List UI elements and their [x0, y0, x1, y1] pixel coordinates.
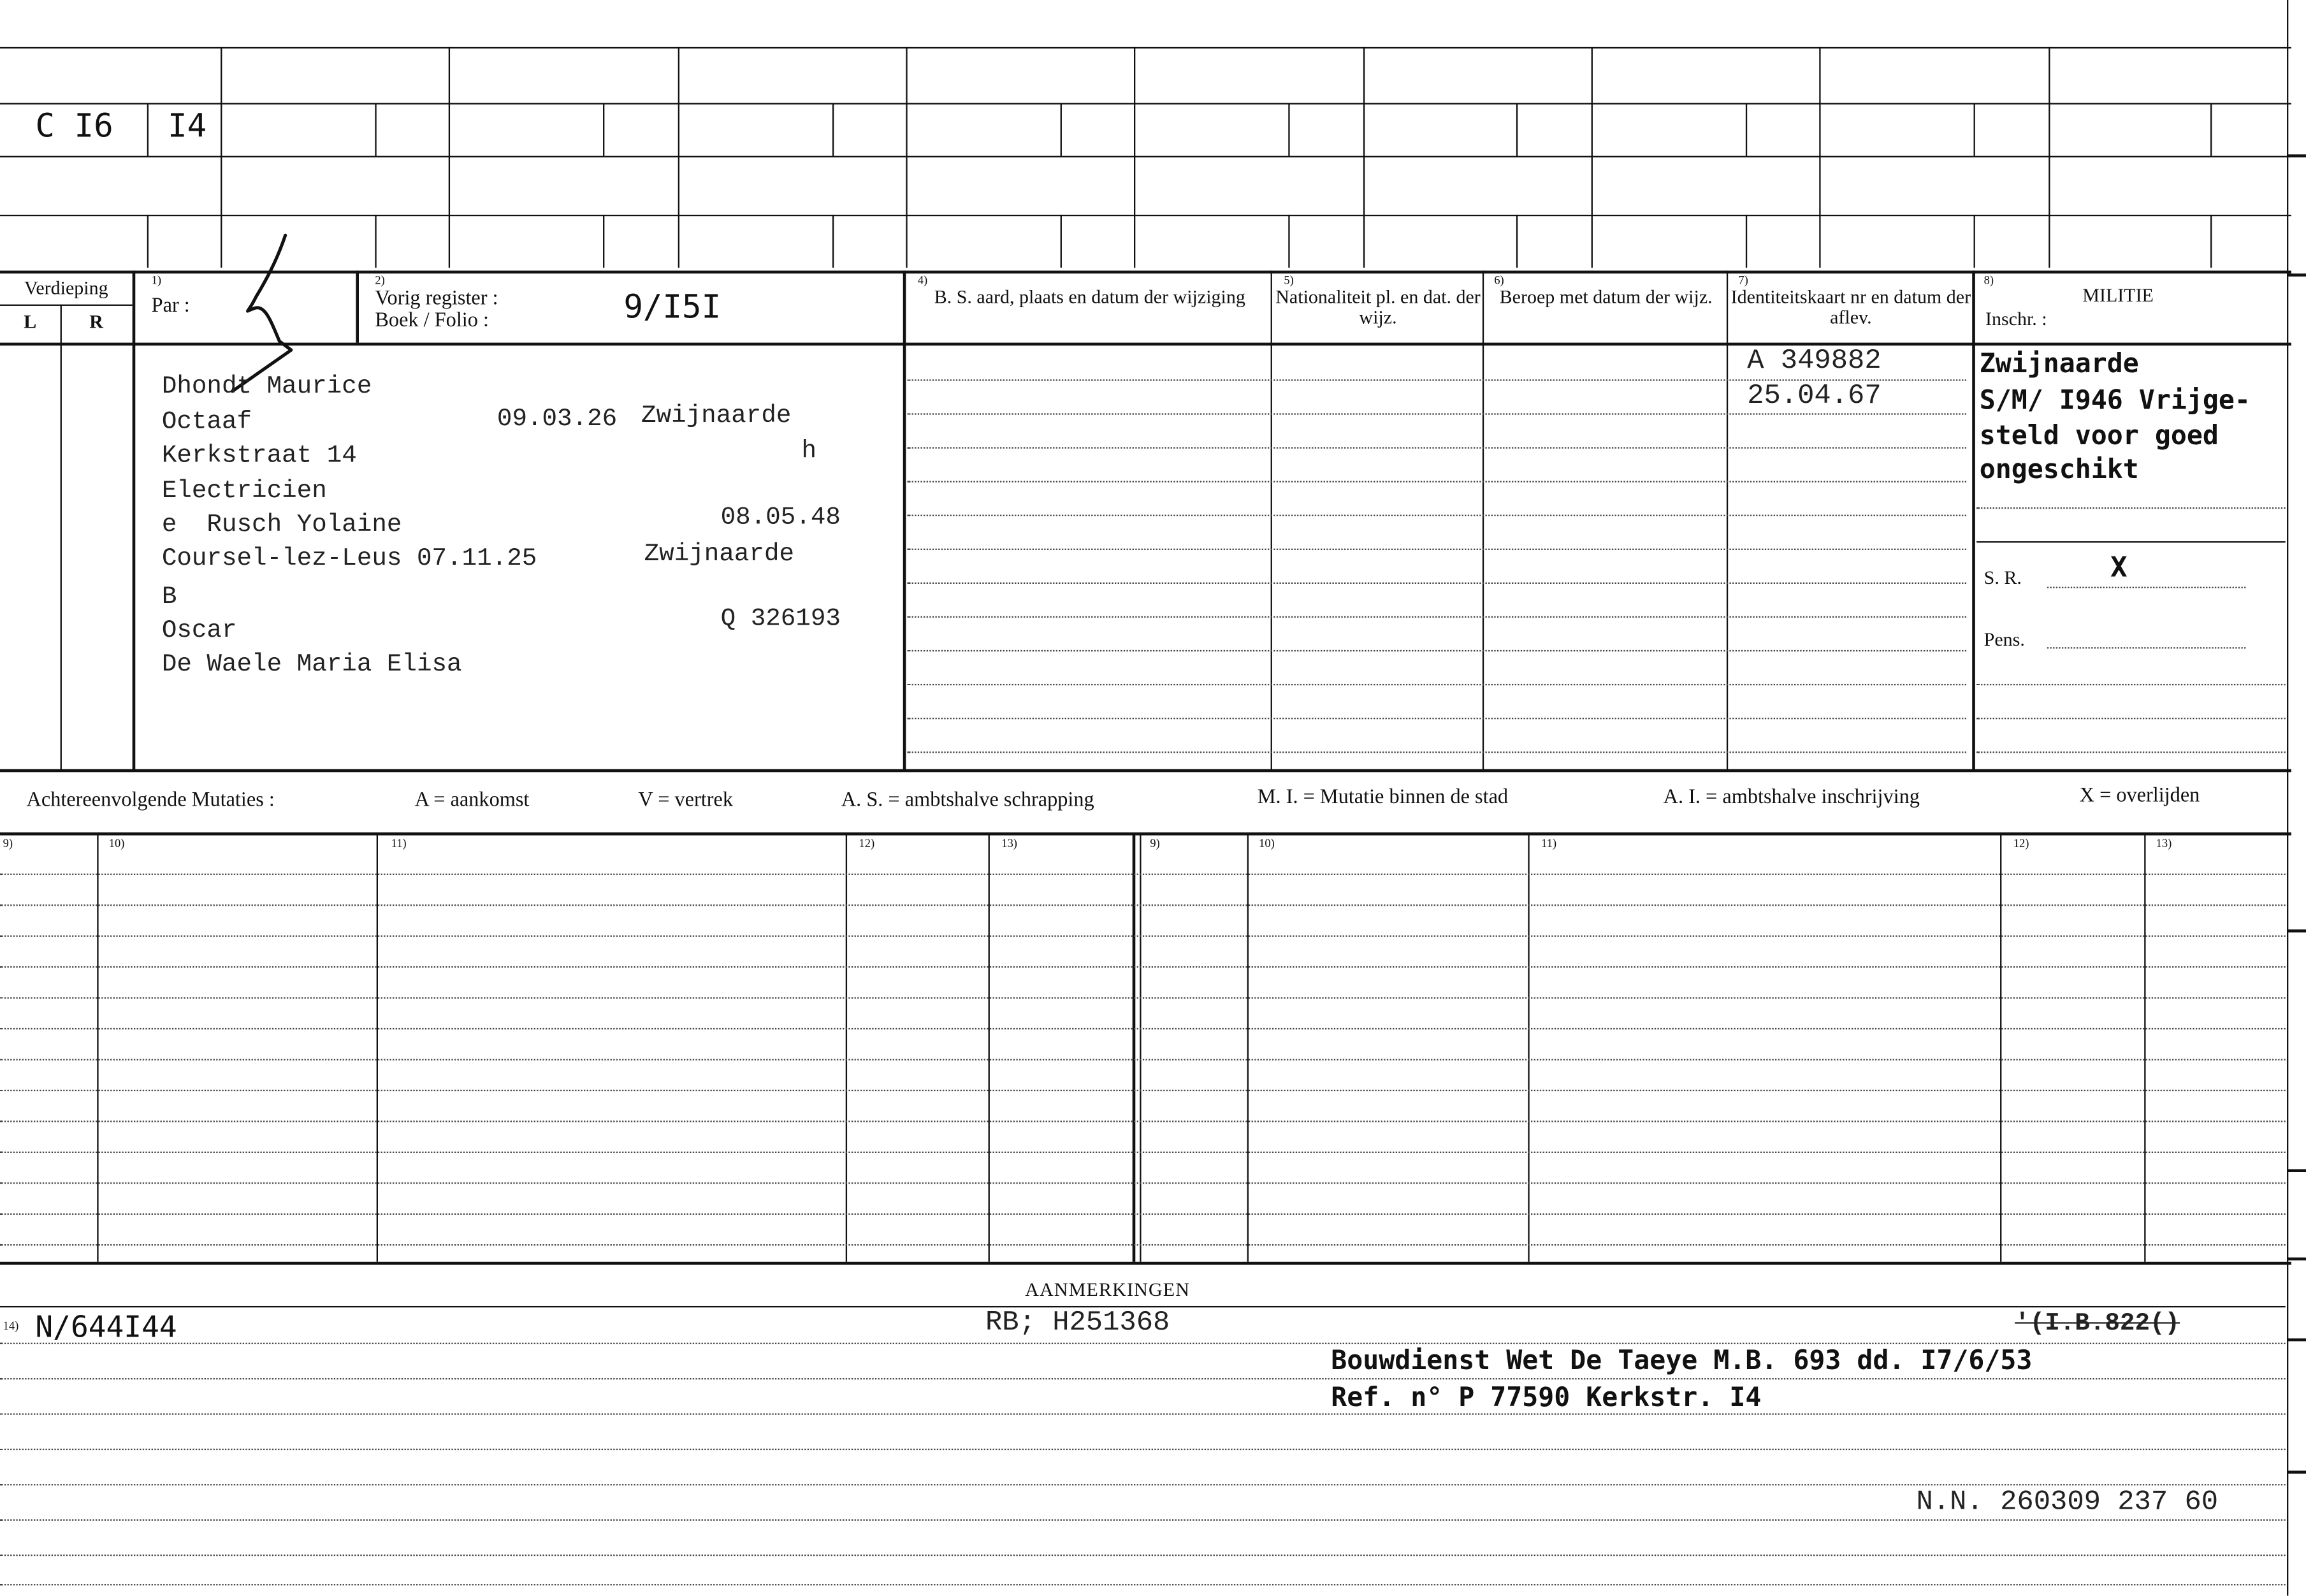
mother-name: De Waele Maria Elisa [161, 651, 462, 680]
father-name: Oscar [161, 618, 237, 646]
militie-line3: steld voor goed [1979, 420, 2219, 452]
birth-place: Zwijnaarde [641, 403, 792, 432]
legend-mutatie: M. I. = Mutatie binnen de stad [1257, 787, 1509, 809]
floor-l-label: L [24, 310, 37, 333]
vorig-register-label: Vorig register : [375, 288, 498, 310]
militie-line4: ongeschikt [1979, 454, 2139, 486]
mut-col10-a: 10) [108, 836, 125, 850]
bouwdienst-line2: Ref. n° P 77590 Kerkstr. I4 [1331, 1382, 1762, 1414]
legend-schrapping: A. S. = ambtshalve schrapping [841, 790, 1094, 812]
legend-aankomst: A = aankomst [414, 790, 530, 812]
mut-col11-a: 11) [391, 836, 407, 850]
id-card-number: A 349882 [1747, 344, 1882, 377]
col1-number: 1) [151, 273, 162, 287]
pens-label: Pens. [1983, 628, 2025, 650]
mut-col13-a: 13) [1001, 836, 1017, 850]
spouse-birth-place: Zwijnaarde [644, 541, 795, 569]
father-code: Q 326193 [720, 606, 841, 634]
mut-col12-a: 12) [859, 836, 875, 850]
remarks-crossed-note: '(I.B.822() [2015, 1310, 2180, 1338]
legend-overlijden: X = overlijden [2079, 785, 2200, 808]
remarks-title: AANMERKINGEN [1025, 1278, 1191, 1300]
col5-number: 5) [1284, 273, 1294, 287]
floor-r-label: R [89, 310, 103, 333]
inschr-label: Inschr. : [1985, 307, 2047, 330]
mut-col13-b: 13) [2156, 836, 2172, 850]
legend-title: Achtereenvolgende Mutaties : [26, 790, 275, 812]
mut-col11-b: 11) [1541, 836, 1557, 850]
col8-number: 8) [1983, 273, 1994, 287]
national-number: N.N. 260309 237 60 [1916, 1485, 2219, 1518]
par-label: Par : [151, 295, 190, 318]
boek-folio-label: Boek / Folio : [375, 310, 489, 333]
vorig-register-value: 9/I5I [623, 289, 722, 327]
mut-col9-b: 9) [1150, 836, 1160, 850]
militie-header: MILITIE [2082, 284, 2154, 306]
col2-number: 2) [375, 273, 385, 287]
verdieping-label: Verdieping [24, 276, 108, 299]
person-address: Kerkstraat 14 [161, 442, 357, 471]
remarks-col14-number: 14) [3, 1319, 19, 1333]
birth-date: 09.03.26 [497, 405, 618, 434]
person-firstname-2: Octaaf [161, 409, 252, 437]
militie-line1: Zwijnaarde [1979, 348, 2139, 380]
col5-header: Nationaliteit pl. en dat. der wijz. [1275, 285, 1481, 328]
legend-vertrek: V = vertrek [638, 790, 734, 812]
person-name: Dhondt Maurice [161, 374, 372, 402]
code-14: I4 [168, 108, 207, 146]
sr-value: X [2110, 551, 2128, 584]
remarks-n-number: N/644I44 [35, 1309, 177, 1344]
mut-col9-a: 9) [3, 836, 13, 850]
marriage-date: 08.05.48 [720, 504, 841, 533]
mut-col10-b: 10) [1259, 836, 1275, 850]
militie-line2: S/M/ I946 Vrijge- [1979, 385, 2251, 416]
id-card-date: 25.04.67 [1747, 379, 1882, 412]
col7-header: Identiteitskaart nr en datum der aflev. [1730, 285, 1971, 328]
person-line-b: B [161, 584, 177, 612]
col7-number: 7) [1738, 273, 1748, 287]
col4-number: 4) [917, 273, 928, 287]
remarks-rb-number: RB; H251368 [985, 1305, 1170, 1338]
mark-h: h [801, 438, 817, 467]
spouse-birth: Coursel-lez-Leus 07.11.25 [161, 546, 537, 574]
sr-label: S. R. [1983, 566, 2022, 588]
mut-col12-b: 12) [2013, 836, 2029, 850]
handwritten-stroke [221, 233, 308, 395]
person-occupation: Electricien [161, 477, 327, 506]
bouwdienst-line1: Bouwdienst Wet De Taeye M.B. 693 dd. I7/6/53 [1331, 1346, 2033, 1377]
legend-inschrijving: A. I. = ambtshalve inschrijving [1663, 787, 1920, 809]
code-c16: C I6 [35, 108, 113, 146]
spouse-name: e Rusch Yolaine [161, 511, 402, 540]
col6-header: Beroep met datum der wijz. [1499, 285, 1713, 308]
col4-header: B. S. aard, plaats en datum der wijziging [934, 285, 1245, 308]
col6-number: 6) [1494, 273, 1504, 287]
